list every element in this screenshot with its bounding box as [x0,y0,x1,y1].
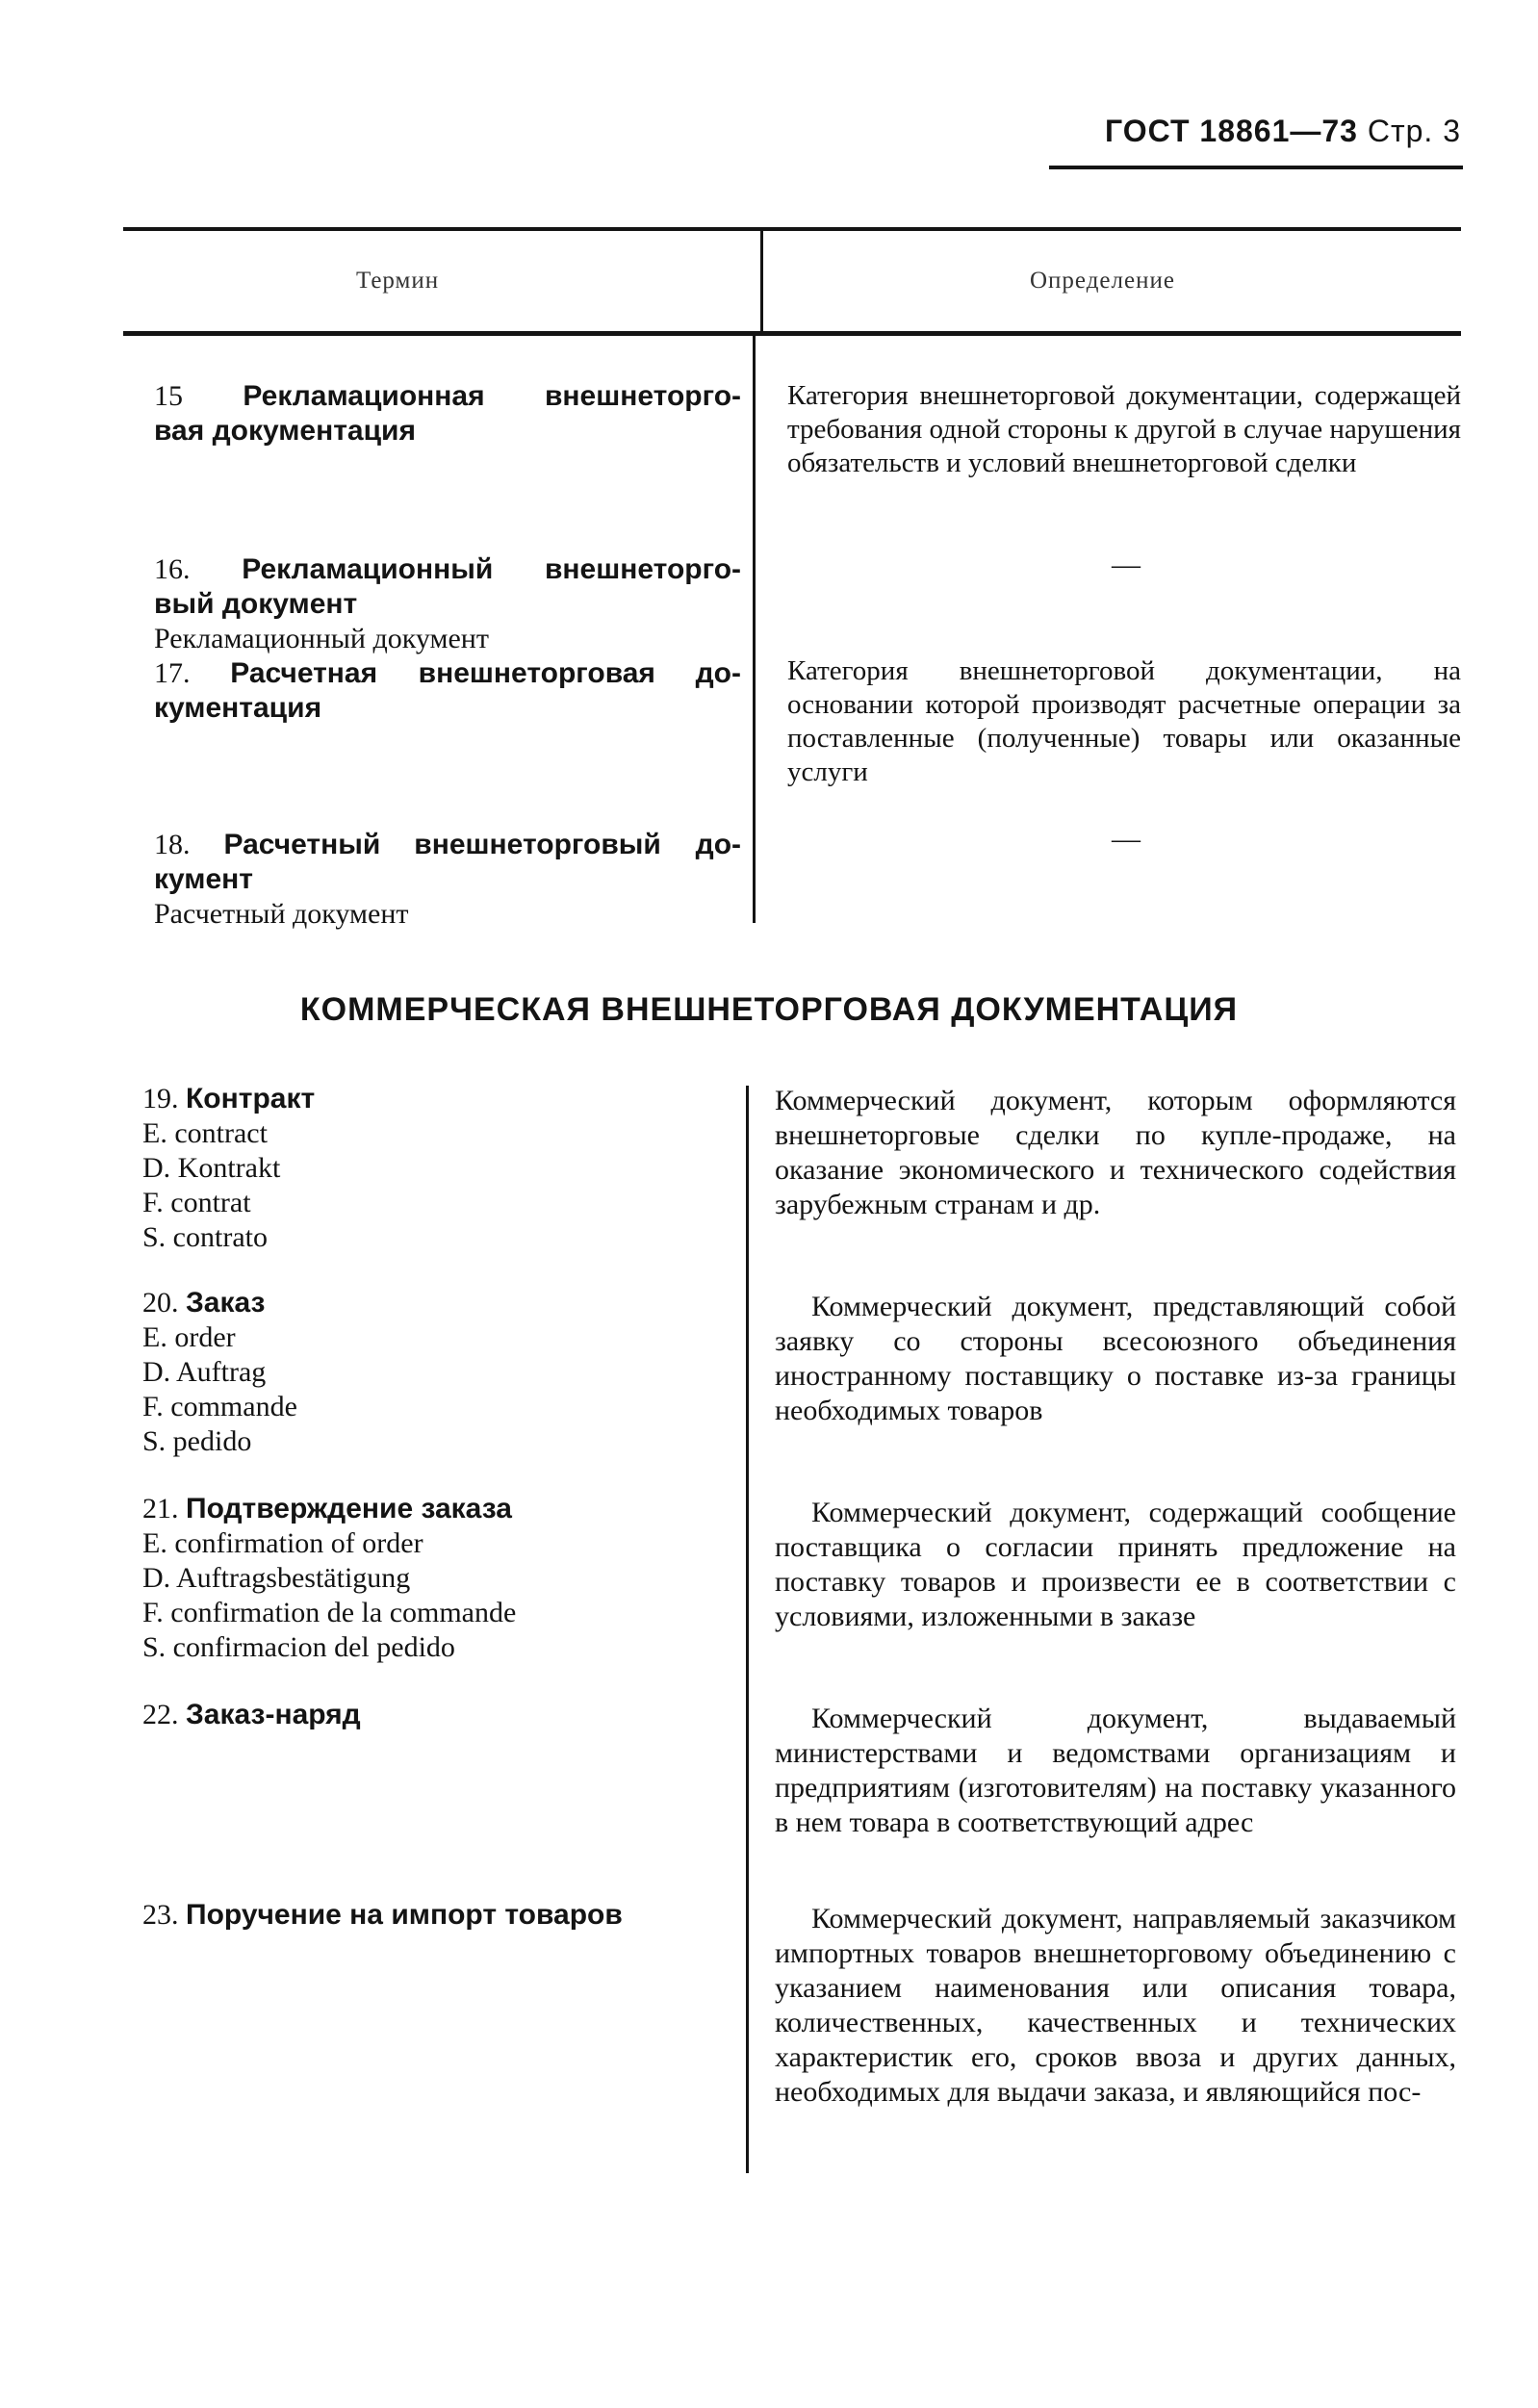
term-translation: E. order [142,1321,236,1353]
term-name: внешнеторговый до- [414,829,742,860]
table-column-divider [753,336,756,923]
term-name: Заказ-наряд [186,1699,361,1730]
term-translation: F. confirmation de la commande [142,1597,517,1628]
term-name: вая документация [154,415,417,447]
term-translation: E. contract [142,1117,268,1149]
header-rule [1049,166,1463,169]
term-entry [154,828,741,932]
definition: Коммерческий документ, которым оформляются внешнеторговые сделки по купле-продаже, на оказание экономического и технического содействия зарубежным странам и др. [775,1085,1456,1220]
definition-dash: — [1112,823,1141,855]
term-name: Подтверждение заказа [186,1493,512,1524]
page-header [1105,114,1461,149]
term-entry [154,379,741,448]
term-name: Заказ [186,1287,266,1319]
definition: Коммерческий документ, направляемый заказчиком импортных товаров внешнеторговому объединению с указанием наименования или описания товара, количественных, качественных и технических характеристик его, сроков ввоза и других данных, необходимых для выдачи заказа, и являющийся пос- [775,1903,1456,2108]
term-number: 20. [142,1287,179,1319]
term-entry [154,656,741,726]
term-name: кументация [154,692,322,724]
term-name: кумент [154,863,253,895]
definition: Коммерческий документ, выдаваемый министерствами и ведомствами организациям и предприятиям (изготовителям) на поставку указанного в нем товара в соответствующий адрес [775,1703,1456,1838]
standard-number: ГОСТ 18861—73 [1105,114,1358,148]
term-entry [154,552,741,656]
definition-dash: — [1112,549,1141,580]
table-column-divider [760,231,763,331]
term-translation: F. contrat [142,1187,251,1218]
term-entry [142,1492,758,1665]
term-synonym: Расчетный документ [154,898,409,930]
term-number: 21. [142,1493,179,1524]
term-number: 19. [142,1083,179,1114]
term-number: 16. [154,553,191,585]
term-name: до- [695,657,741,689]
table-header-rule [123,331,1461,336]
term-translation: D. Auftragsbestätigung [142,1562,411,1594]
term-number: 23. [142,1899,179,1931]
term-translation: S. pedido [142,1425,252,1457]
term-name: Рекламационная [243,380,485,412]
term-name: Рекламационный [242,553,494,585]
term-number: 22. [142,1699,179,1730]
term-entry [142,1898,758,1933]
term-name: внешнеторго- [544,380,742,412]
column-header-definition: Определение [1030,268,1175,294]
table-top-rule [123,227,1461,231]
definition: Коммерческий документ, содержащий сообщение поставщика о согласии принять предложение на поставку товаров и произвести ее в соответствии с условиями, изложенными в заказе [775,1497,1456,1632]
term-translation: S. contrato [142,1221,268,1253]
definition: Категория внешнеторговой документации, содержащей требования одной стороны к другой в случае нарушения обязательств и условий внешнеторговой сделки [787,380,1461,478]
term-entry [142,1082,730,1255]
term-number: 17. [154,657,191,689]
term-name: вый документ [154,588,358,620]
term-translation: S. confirmacion del pedido [142,1631,455,1663]
term-translation: F. commande [142,1391,297,1422]
term-name: Контракт [186,1083,316,1114]
term-name: Расчетный [223,829,381,860]
term-number: 18. [154,829,191,860]
section-title: КОММЕРЧЕСКАЯ ВНЕШНЕТОРГОВАЯ ДОКУМЕНТАЦИЯ [299,991,1239,1028]
term-entry [142,1286,730,1459]
term-translation: D. Auftrag [142,1356,267,1388]
term-synonym: Рекламационный документ [154,623,489,654]
term-number: 15 [154,380,183,412]
term-name: Поручение на импорт товаров [186,1899,623,1931]
column-header-term: Термин [356,268,440,294]
term-name: Расчетная внешнеторговая [230,657,655,689]
page-number: Стр. 3 [1367,114,1461,148]
term-name: внешнеторго- [544,553,742,585]
definition: Коммерческий документ, представляющий собой заявку со стороны всесоюзного объединения иностранному поставщику о поставке из-за границы необходимых товаров [775,1291,1456,1426]
term-translation: E. confirmation of order [142,1527,423,1559]
term-translation: D. Kontrakt [142,1152,281,1184]
definition: Категория внешнеторговой документации, на основании которой производят расчетные операции за поставленные (полученные) товары или оказанные услуги [787,655,1461,787]
term-entry [142,1698,730,1732]
